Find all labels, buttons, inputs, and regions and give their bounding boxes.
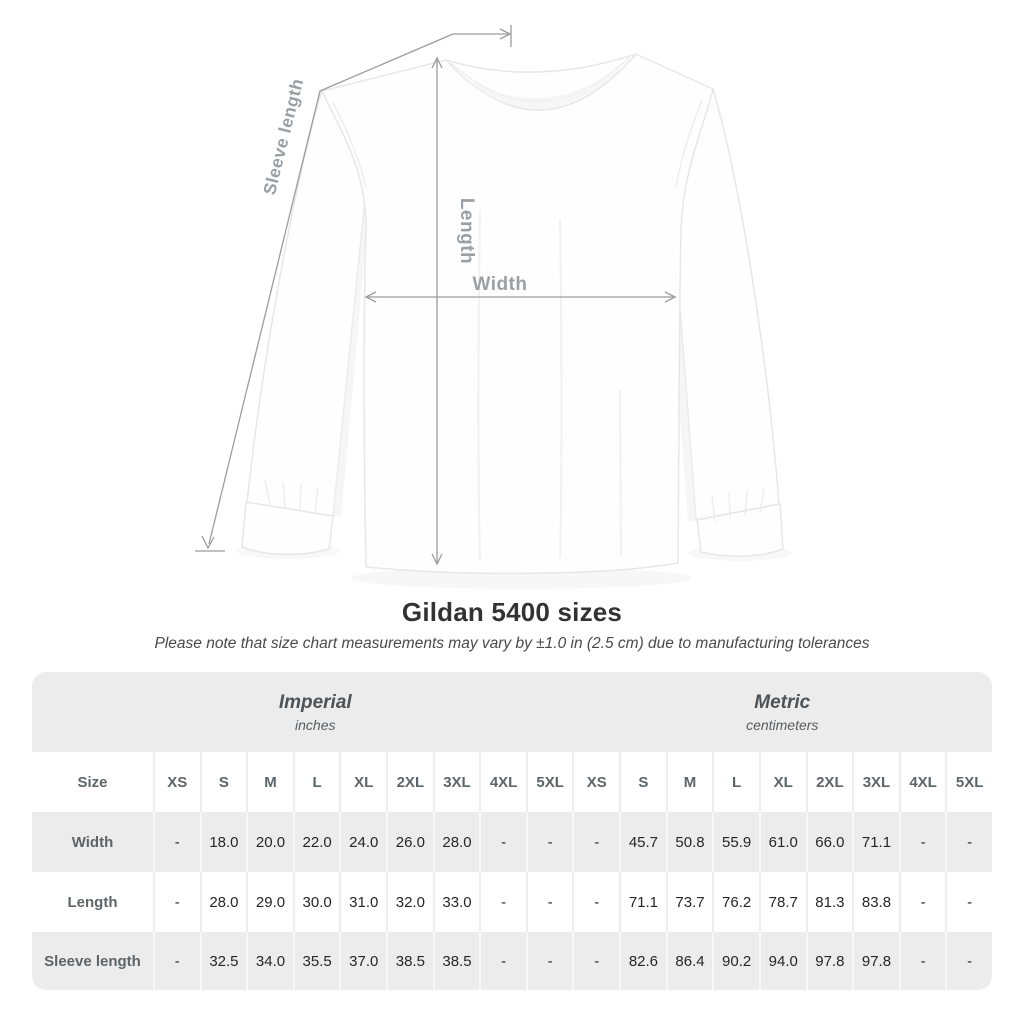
value-cell: 29.0 — [246, 872, 293, 932]
size-header-cell: XL — [339, 752, 386, 812]
value-cell: 22.0 — [293, 812, 340, 872]
size-header-cell: XS — [572, 752, 619, 812]
measurement-row — [32, 932, 992, 990]
value-cell: - — [153, 872, 200, 932]
size-header-cell: L — [712, 752, 759, 812]
value-cell: 81.3 — [806, 872, 853, 932]
value-cell: 97.8 — [852, 932, 899, 990]
value-cell: 90.2 — [712, 932, 759, 990]
size-header-cell: S — [619, 752, 666, 812]
value-cell: 71.1 — [619, 872, 666, 932]
measurement-label-cell: Length — [67, 893, 118, 911]
value-cell: 30.0 — [293, 872, 340, 932]
measurement-row — [32, 812, 992, 872]
value-cell: 38.5 — [386, 932, 433, 990]
value-cell: - — [153, 932, 200, 990]
sleeve-length-label: Sleeve length — [259, 76, 308, 197]
value-cell: 55.9 — [712, 812, 759, 872]
size-header-cell: XL — [759, 752, 806, 812]
size-header-cell: M — [666, 752, 713, 812]
size-header-row — [32, 752, 992, 812]
value-cell: 28.0 — [200, 872, 247, 932]
value-cell: 45.7 — [619, 812, 666, 872]
value-cell: 20.0 — [246, 812, 293, 872]
size-header-cell: 2XL — [386, 752, 433, 812]
value-cell: 35.5 — [293, 932, 340, 990]
measurement-label-cell: Width — [71, 833, 114, 851]
size-header-cell: S — [200, 752, 247, 812]
value-cell: - — [572, 872, 619, 932]
size-header-cell: 4XL — [899, 752, 946, 812]
value-cell: 73.7 — [666, 872, 713, 932]
value-cell: 61.0 — [759, 812, 806, 872]
value-cell: - — [945, 932, 992, 990]
page-title: Gildan 5400 sizes — [401, 597, 623, 627]
value-cell: 28.0 — [433, 812, 480, 872]
value-cell: - — [526, 812, 573, 872]
value-cell: 71.1 — [852, 812, 899, 872]
size-column-header: Size — [77, 773, 108, 791]
unit-group-imperial — [45, 672, 586, 752]
value-cell: 24.0 — [339, 812, 386, 872]
value-cell: 18.0 — [200, 812, 247, 872]
value-cell: 32.5 — [200, 932, 247, 990]
value-cell: 86.4 — [666, 932, 713, 990]
value-cell: 83.8 — [852, 872, 899, 932]
value-cell: - — [945, 872, 992, 932]
size-header-cell: 2XL — [806, 752, 853, 812]
unit-group-name: Metric — [754, 691, 811, 713]
value-cell: - — [899, 932, 946, 990]
unit-group-name: Imperial — [278, 691, 352, 713]
size-header-cell: L — [293, 752, 340, 812]
value-cell: - — [526, 932, 573, 990]
value-cell: 37.0 — [339, 932, 386, 990]
size-header-cell: 3XL — [433, 752, 480, 812]
value-cell: 38.5 — [433, 932, 480, 990]
value-cell: 78.7 — [759, 872, 806, 932]
size-header-cell: 4XL — [479, 752, 526, 812]
measurement-label-cell: Sleeve length — [44, 952, 141, 970]
value-cell: - — [945, 812, 992, 872]
value-cell: - — [479, 872, 526, 932]
left-sleeve — [247, 90, 366, 516]
unit-group-unit: centimeters — [746, 716, 819, 733]
size-header-cell: 5XL — [945, 752, 992, 812]
value-cell: - — [153, 812, 200, 872]
value-cell: - — [572, 932, 619, 990]
unit-group-metric — [573, 672, 993, 752]
value-cell: 26.0 — [386, 812, 433, 872]
unit-group-unit: inches — [295, 716, 336, 733]
size-header-cell: 5XL — [526, 752, 573, 812]
value-cell: 66.0 — [806, 812, 853, 872]
value-cell: - — [526, 872, 573, 932]
value-cell: 82.6 — [619, 932, 666, 990]
value-cell: - — [479, 812, 526, 872]
value-cell: 34.0 — [246, 932, 293, 990]
value-cell: 50.8 — [666, 812, 713, 872]
size-header-cell: 3XL — [852, 752, 899, 812]
length-label: Length — [456, 197, 477, 265]
value-cell: - — [479, 932, 526, 990]
width-label: Width — [472, 274, 528, 295]
size-header-cell: XS — [153, 752, 200, 812]
unit-group-band — [32, 672, 992, 752]
size-table — [32, 672, 992, 990]
value-cell: - — [572, 812, 619, 872]
value-cell: 94.0 — [759, 932, 806, 990]
value-cell: - — [899, 872, 946, 932]
size-header-cell: M — [246, 752, 293, 812]
torso — [322, 54, 713, 573]
tolerance-note: Please note that size chart measurements may vary by ±1.0 in (2.5 cm) due to manufacturing tolerances — [154, 635, 870, 652]
value-cell: - — [899, 812, 946, 872]
value-cell: 31.0 — [339, 872, 386, 932]
value-cell: 33.0 — [433, 872, 480, 932]
measurement-row — [32, 872, 992, 932]
value-cell: 76.2 — [712, 872, 759, 932]
value-cell: 97.8 — [806, 932, 853, 990]
value-cell: 32.0 — [386, 872, 433, 932]
